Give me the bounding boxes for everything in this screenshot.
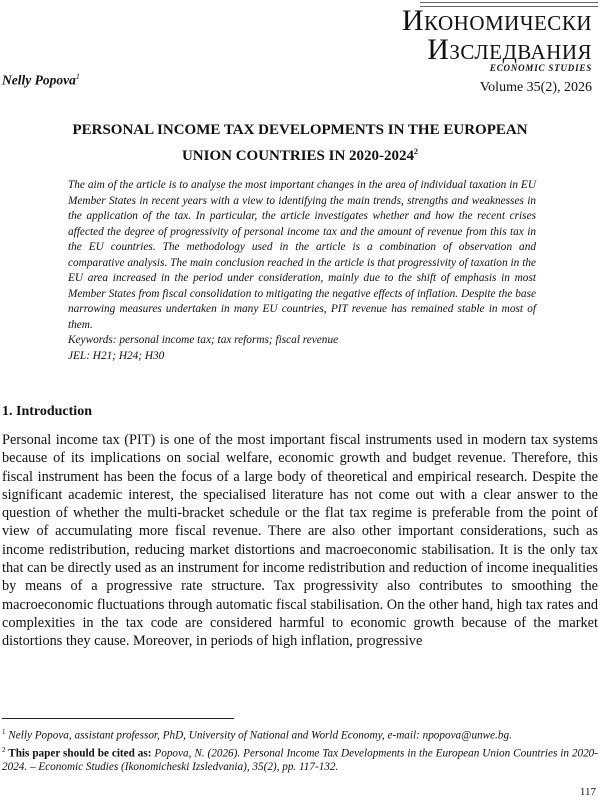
- jel-codes: JEL: H21; H24; H30: [68, 349, 165, 362]
- body-text: [2, 431, 598, 651]
- journal-name-line1: ИКОНОМИЧЕСКИ: [401, 4, 592, 37]
- keywords: Keywords: personal income tax; tax reforms; fiscal revenue: [68, 334, 339, 346]
- page-number: 117: [579, 786, 596, 798]
- paragraph: Personal income tax (PIT) is one of the most important fiscal instruments used in modern tax systems because of its implications on social welfare, economic growth and budget revenue. Therefore, this fiscal instrument has been the focus of a large body of theoretical and empirical research. Despite the significant academic interest, the specialised literature has not come out with a clear answer to the question of whether the multi-bracket schedule or the flat tax regime is preferable from the point of view of accumulating more fiscal revenue. There are also other important considerations, such as income redistribution, reducing market distortions and macroeconomic stabilisation. It is the only tax that can be directly used as an instrument for income redistribution and reduction of income inequalities by means of a progressive rate structure. Tax progressivity also contributes to smoothing the macroeconomic fluctuations through automatic fiscal stabilisation. On the other hand, high tax rates and complexities in the tax code are considered harmful to economic growth because of the market distortions they cause. Moreover, in periods of high inflation, progressive: [2, 432, 598, 650]
- journal-name-line2: ИЗСЛЕДВАНИЯ: [427, 33, 592, 66]
- journal-logo: [402, 6, 592, 73]
- section-heading: 1. Introduction: [2, 404, 92, 419]
- abstract: [68, 178, 536, 364]
- article-title: PERSONAL INCOME TAX DEVELOPMENTS IN THE EUROPEAN UNION COUNTRIES IN 2020-2024$^2$: [72, 122, 528, 164]
- footnote-rule: [2, 718, 234, 719]
- footnote-ref: 2: [414, 147, 419, 156]
- abstract-text: The aim of the article is to analyse the most important changes in the area of individual taxation in EU Member States in recent years with a view to identifying the main trends, strengths and weaknesses in the application of the tax. In particular, the article investigates whether and how the recent crises affected the degree of progressivity of personal income tax and the amount of revenue from this tax in the EU countries. The methodology used in the article is a combination of observation and comparative analysis. The main conclusion reached in the article is that progressivity of taxation in the EU area increased in the period under consideration, mainly due to the shift of emphasis in most Member States from fiscal consolidation to mitigating the negative effects of inflation. Despite the base narrowing measures undertaken in many EU countries, PIT revenue has remained stable in most of them.: [68, 179, 536, 331]
- footnote-1: $^1$ Nelly Popova, assistant professor, PhD, University of National and World Economy, e-mail: npopova@unwe.bg.: [2, 728, 512, 742]
- footnotes: [2, 725, 598, 774]
- journal-subtitle: ECONOMIC STUDIES: [489, 63, 592, 73]
- footnote-2: $^2$ This paper should be cited as: Popova, N. (2026). Personal Income Tax Developments in the European Union Countries in 2020-2024. – Economic Studies (Ikonomicheski Izsledvania), 35(2), pp. 117-132.: [2, 745, 599, 774]
- author-name: Nelly Popova$^1$: [2, 72, 80, 88]
- volume-info: Volume 35(2), 2026: [479, 80, 592, 95]
- footnote-ref: 1: [75, 72, 80, 81]
